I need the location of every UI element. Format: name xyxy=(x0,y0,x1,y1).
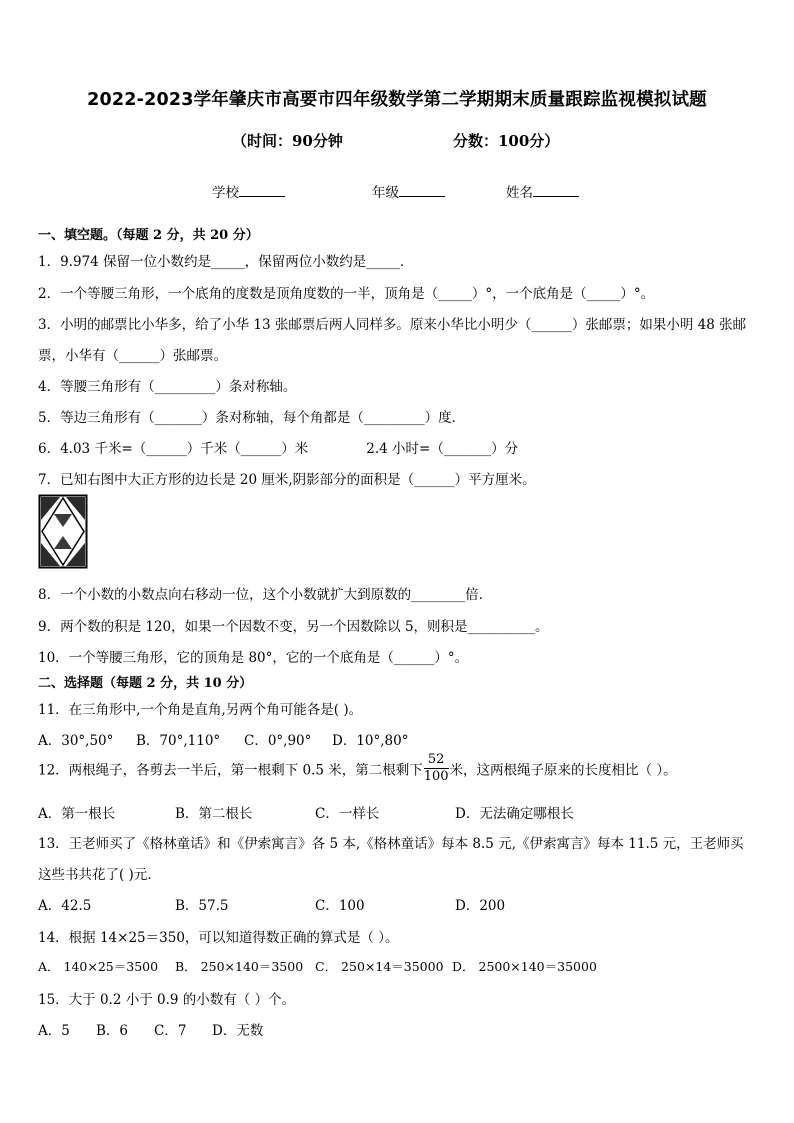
q12-option-b: B．第二根长 xyxy=(175,806,253,822)
page-title: 2022-2023学年肇庆市高要市四年级数学第二学期期末质量跟踪监视模拟试题 xyxy=(87,90,707,110)
q11-option-b: B．70°,110° xyxy=(136,733,221,749)
question-8: 8．一个小数的小数点向右移动一位，这个小数就扩大到原数的________倍． xyxy=(38,587,493,603)
question-15-options xyxy=(38,1019,263,1039)
question-12 xyxy=(38,752,677,785)
q15-option-a: A．5 xyxy=(38,1023,70,1039)
exam-score: 分数：100分） xyxy=(453,132,560,150)
q14-option-b: B． 250×140＝3500 xyxy=(175,959,304,974)
question-1: 1．9.974 保留一位小数约是_____，保留两位小数约是_____． xyxy=(38,254,414,270)
question-13-line1: 13．王老师买了《格林童话》和《伊索寓言》各 5 本,《格林童话》每本 8.5 元,《伊索寓言》每本 11.5 元，王老师买 xyxy=(38,836,744,852)
question-10: 10．一个等腰三角形，它的顶角是 80°，它的一个底角是（______）°。 xyxy=(38,650,469,666)
q15-option-c: C．7 xyxy=(154,1023,187,1039)
question-6-part1: 6．4.03 千米=（______）千米（______）米 xyxy=(38,441,309,457)
grade-blank xyxy=(399,184,445,197)
exam-time: （时间：90分钟 xyxy=(232,132,343,150)
q11-option-d: D．10°,80° xyxy=(332,733,409,749)
question-5: 5．等边三角形有（_______）条对称轴，每个角都是（_________）度． xyxy=(38,410,466,426)
question-6 xyxy=(38,437,518,457)
question-11: 11．在三角形中,一个角是直角,另两个角可能各是( )。 xyxy=(38,702,363,718)
question-9: 9．两个数的积是 120，如果一个因数不变，另一个因数除以 5，则积是__________。 xyxy=(38,619,549,635)
q14-option-a: A． 140×25＝3500 xyxy=(38,959,159,974)
school-label: 学校 xyxy=(212,185,239,201)
question-7: 7．已知右图中大正方形的边长是 20 厘米,阴影部分的面积是（______）平方厘米。 xyxy=(38,472,536,488)
q15-option-b: B．6 xyxy=(96,1023,129,1039)
q12-text-post: 米，这两根绳子原来的长度相比（ ）。 xyxy=(449,762,677,779)
q12-option-d: D．无法确定哪根长 xyxy=(455,806,574,822)
q12-fraction-denominator: 100 xyxy=(423,769,449,784)
q14-option-c: C． 250×14＝35000 xyxy=(315,959,444,974)
section1-title: 一、填空题。（每题 2 分，共 20 分） xyxy=(38,228,259,243)
grade-label: 年级 xyxy=(372,185,399,201)
q14-option-d: D． 2500×140＝35000 xyxy=(452,959,597,974)
school-field xyxy=(212,181,285,201)
question-13-options xyxy=(38,894,505,914)
question-14-options xyxy=(38,957,597,975)
question-12-options xyxy=(38,802,574,822)
q11-option-c: C．0°,90° xyxy=(244,733,312,749)
grade-field xyxy=(372,181,445,201)
school-blank xyxy=(239,184,285,197)
q13-option-a: A．42.5 xyxy=(38,898,92,914)
name-blank xyxy=(533,184,579,197)
q15-option-d: D．无数 xyxy=(212,1023,264,1039)
question-15: 15．大于 0.2 小于 0.9 的小数有（ ）个。 xyxy=(38,992,296,1008)
square-figure xyxy=(38,494,88,569)
name-field xyxy=(506,181,579,201)
question-3-line1: 3．小明的邮票比小华多，给了小华 13 张邮票后两人同样多。原来小华比小明少（______）张邮票；如果小明 48 张邮 xyxy=(38,317,747,333)
q13-option-d: D．200 xyxy=(455,898,506,914)
question-11-options xyxy=(38,729,408,749)
question-14: 14．根据 14×25＝350，可以知道得数正确的算式是（ ）。 xyxy=(38,930,399,946)
section2-title: 二、选择题（每题 2 分，共 10 分） xyxy=(38,676,253,691)
q12-fraction xyxy=(424,752,449,785)
q12-option-c: C．一样长 xyxy=(315,806,380,822)
q12-option-a: A．第一根长 xyxy=(38,806,116,822)
name-label: 姓名 xyxy=(506,185,533,201)
q13-option-c: C．100 xyxy=(315,898,365,914)
q13-option-b: B．57.5 xyxy=(175,898,229,914)
q12-fraction-numerator: 52 xyxy=(424,752,449,769)
question-6-part2: 2.4 小时=（_______）分 xyxy=(366,441,519,457)
question-4: 4．等腰三角形有（_________）条对称轴。 xyxy=(38,379,297,395)
question-13-line2: 这些书共花了( )元． xyxy=(38,867,161,883)
q11-option-a: A．30°,50° xyxy=(38,733,114,749)
q12-text-pre: 12．两根绳子，各剪去一半后，第一根剩下 0.5 米，第二根剩下 xyxy=(38,762,423,779)
question-3-line2: 票，小华有（______）张邮票。 xyxy=(38,348,227,364)
question-2: 2．一个等腰三角形，一个底角的度数是顶角度数的一半，顶角是（_____）°，一个底角是（_____）°。 xyxy=(38,286,655,302)
